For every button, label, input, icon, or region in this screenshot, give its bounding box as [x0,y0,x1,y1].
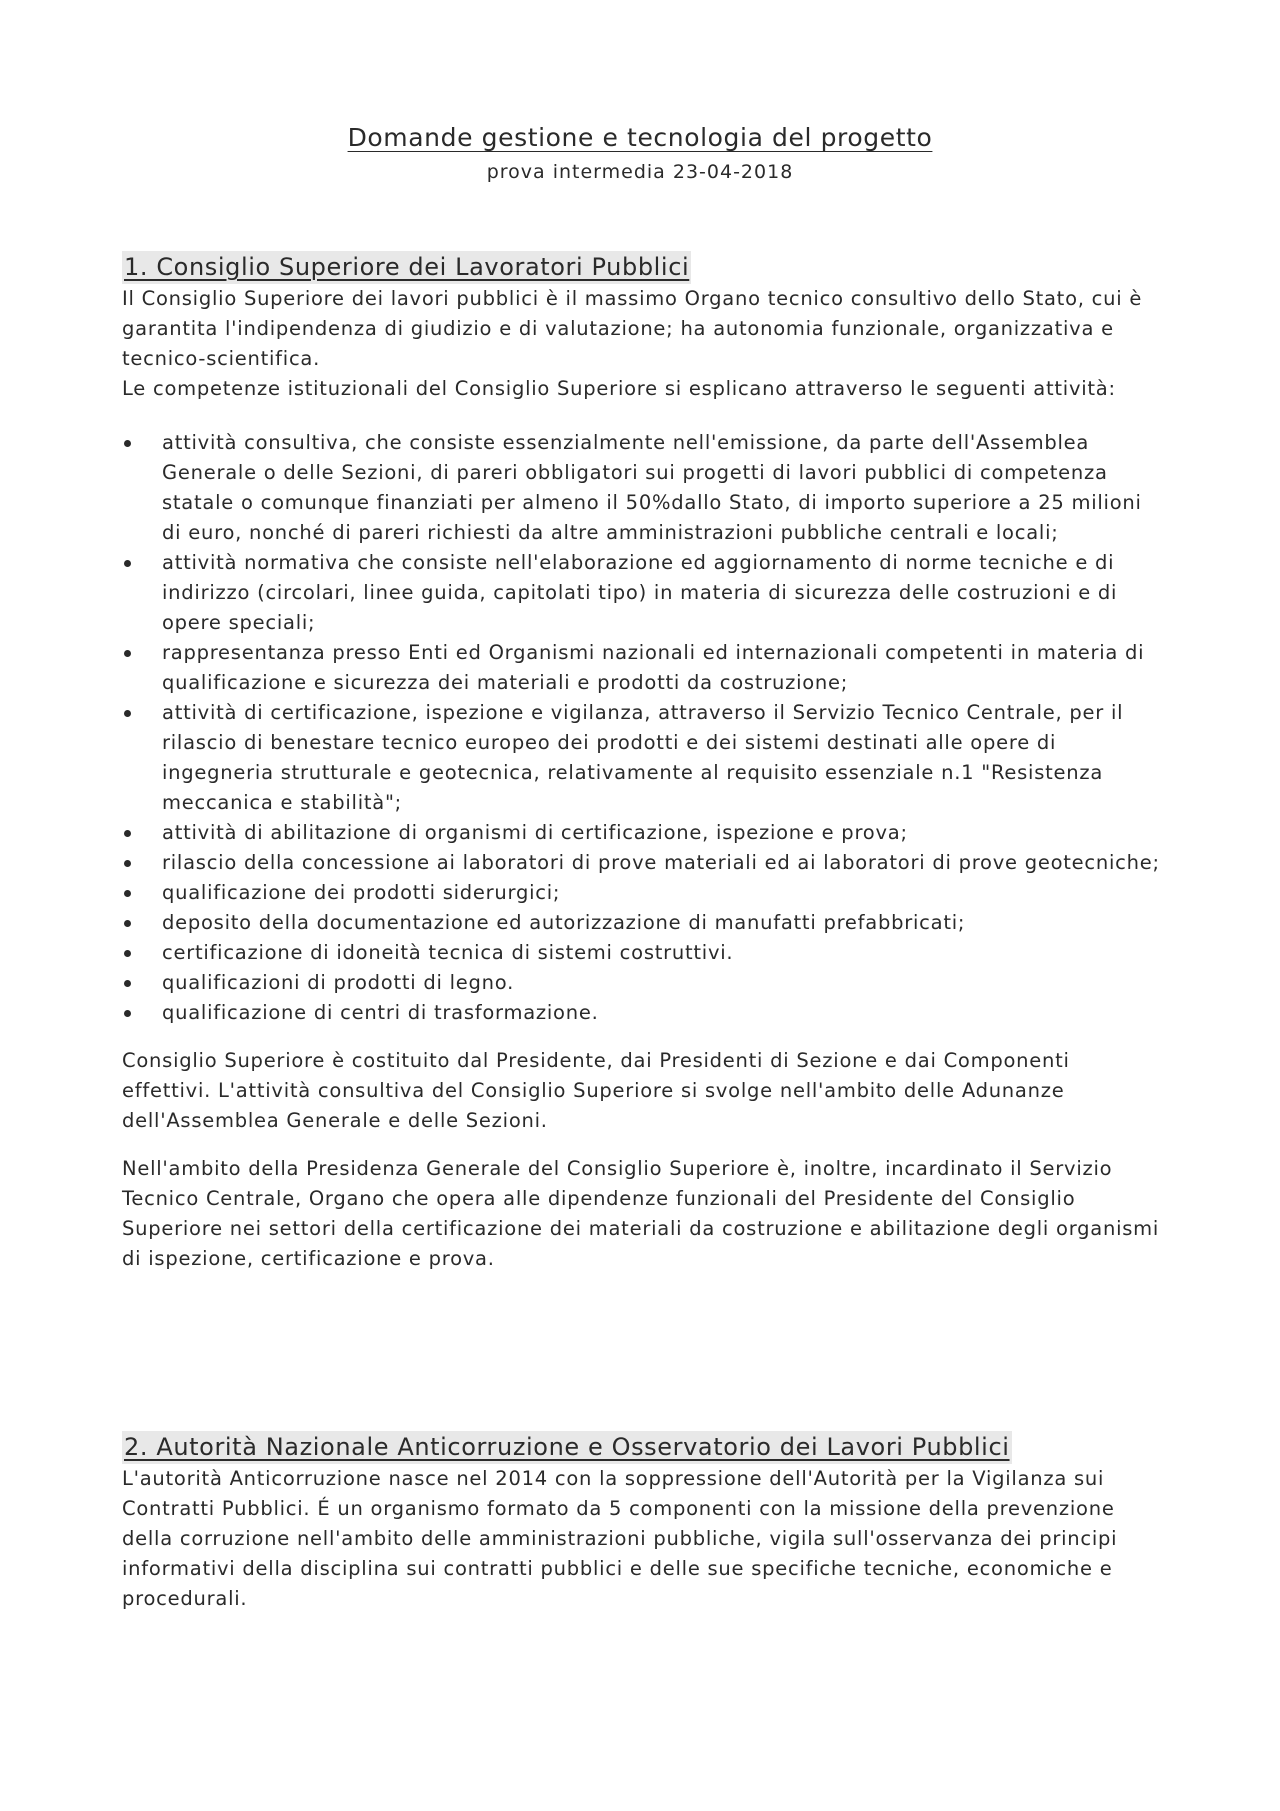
paragraph: Nell'ambito della Presidenza Generale del Consiglio Superiore è, inoltre, incardinato il Servizio Tecnico Centrale, Organo che opera alle dipendenze funzionali del Presidente del Consiglio Superiore nei settori della certificazione dei materiali da costruzione e abilitazione degli organismi di ispezione, certificazione e prova. [122,1157,1160,1270]
list-item [122,848,1162,878]
list-item-text: attività consultiva, che consiste essenzialmente nell'emissione, da parte dell'Assemblea Generale o delle Sezioni, di pareri obbligatori sui progetti di lavori pubblici di competenza statale o comunque finanziati per almeno il 50%dallo Stato, di importo superiore a 25 milioni di euro, nonché di pareri richiesti da altre amministrazioni pubbliche centrali e locali; [162,431,1142,544]
list-item [122,698,1162,818]
list-item [122,878,1162,908]
activities-list [122,428,1162,1028]
list-item [122,548,1162,638]
list-item-text: certificazione di idoneità tecnica di sistemi costruttivi. [162,941,734,964]
bullet-icon [124,890,131,897]
list-item [122,908,1162,938]
list-item [122,998,1162,1028]
list-item-text: deposito della documentazione ed autorizzazione di manufatti prefabbricati; [162,911,966,934]
list-item-text: attività di certificazione, ispezione e vigilanza, attraverso il Servizio Tecnico Centrale, per il rilascio di benestare tecnico europeo dei prodotti e dei sistemi destinati alle opere di ingegneria strutturale e geotecnica, relativamente al requisito essenziale n.1 "Resistenza meccanica e stabilità"; [162,701,1124,814]
list-item-text: rilascio della concessione ai laboratori di prove materiali ed ai laboratori di prove geotecniche; [162,851,1160,874]
list-item-text: qualificazione di centri di trasformazione. [162,1001,599,1024]
list-item [122,818,1162,848]
list-item-text: qualificazioni di prodotti di legno. [162,971,515,994]
document-title: Domande gestione e tecnologia del progetto [347,123,933,152]
bullet-icon [124,560,131,567]
document-header [0,121,1280,185]
paragraph: Le competenze istituzionali del Consiglio Superiore si esplicano attraverso le seguenti attività: [122,377,1116,400]
bullet-icon [124,440,131,447]
list-item-text: attività normativa che consiste nell'elaborazione ed aggiornamento di norme tecniche e di indirizzo (circolari, linee guida, capitolati tipo) in materia di sicurezza delle costruzioni e di opere speciali; [162,551,1118,634]
list-item-text: attività di abilitazione di organismi di certificazione, ispezione e prova; [162,821,908,844]
list-item-text: rappresentanza presso Enti ed Organismi nazionali ed internazionali competenti in materia di qualificazione e sicurezza dei materiali e prodotti da costruzione; [162,641,1145,694]
section-consiglio-superiore [122,251,1162,1274]
list-item [122,938,1162,968]
bullet-icon [124,1010,131,1017]
paragraph: Il Consiglio Superiore dei lavori pubblici è il massimo Organo tecnico consultivo dello Stato, cui è garantita l'indipendenza di giudizio e di valutazione; ha autonomia funzionale, organizzativa e tecnico-scientifica. [122,287,1143,370]
bullet-icon [124,830,131,837]
document-subtitle: prova intermedia 23-04-2018 [486,161,794,183]
list-item-text: qualificazione dei prodotti siderurgici; [162,881,561,904]
section-heading: 1. Consiglio Superiore dei Lavoratori Pubblici [122,251,691,284]
bullet-icon [124,950,131,957]
list-item [122,968,1162,998]
bullet-icon [124,710,131,717]
bullet-icon [124,980,131,987]
bullet-icon [124,860,131,867]
paragraph: L'autorità Anticorruzione nasce nel 2014 con la soppressione dell'Autorità per la Vigilanza sui Contratti Pubblici. É un organismo formato da 5 componenti con la missione della prevenzione della corruzione nell'ambito delle amministrazioni pubbliche, vigila sull'osservanza dei principi informativi della disciplina sui contratti pubblici e delle sue specifiche tecniche, economiche e procedurali. [122,1467,1118,1610]
bullet-icon [124,920,131,927]
bullet-icon [124,650,131,657]
list-item [122,638,1162,698]
section-anticorruzione [122,1431,1162,1614]
list-item [122,428,1162,548]
paragraph: Consiglio Superiore è costituito dal Presidente, dai Presidenti di Sezione e dai Componenti effettivi. L'attività consultiva del Consiglio Superiore si svolge nell'ambito delle Adunanze dell'Assemblea Generale e delle Sezioni. [122,1049,1070,1132]
section-heading: 2. Autorità Nazionale Anticorruzione e Osservatorio dei Lavori Pubblici [122,1431,1012,1464]
